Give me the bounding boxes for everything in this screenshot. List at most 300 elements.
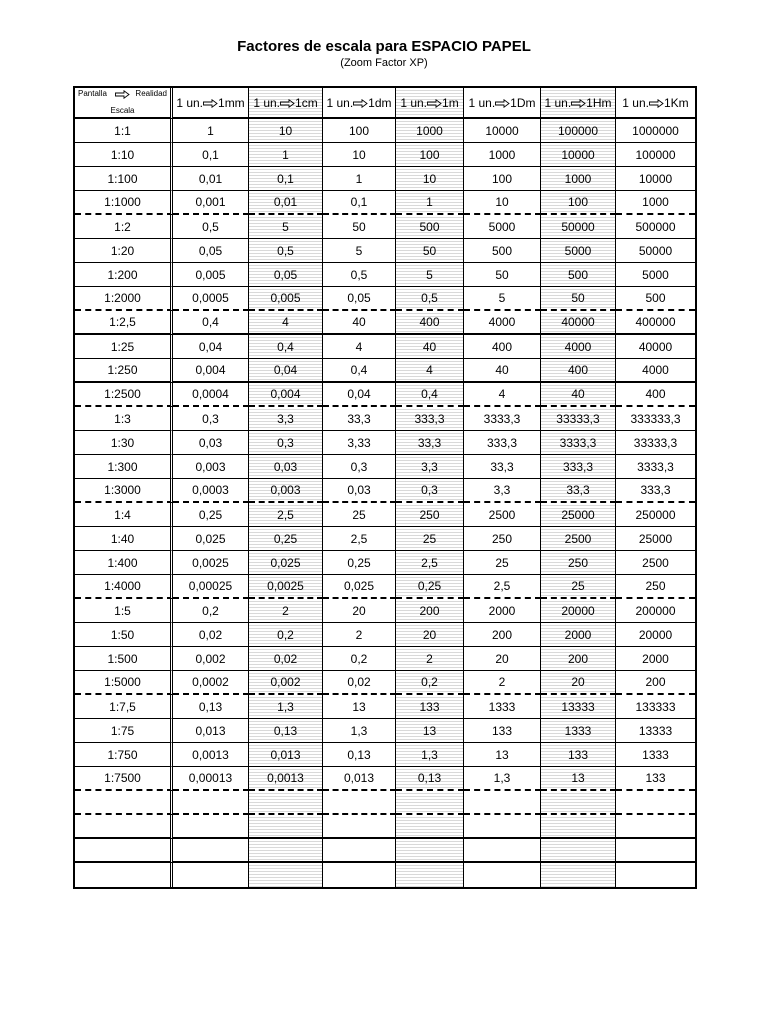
scale-cell: 1:7500 <box>75 767 173 791</box>
arrow-right-icon <box>495 99 510 108</box>
factor-cell: 1333 <box>541 719 616 743</box>
factor-cell: 0,4 <box>249 335 323 359</box>
factor-cell: 2,5 <box>396 551 464 575</box>
scale-factor-table <box>73 86 697 889</box>
factor-cell: 0,1 <box>323 191 396 215</box>
factor-cell: 4 <box>323 335 396 359</box>
factor-cell: 13 <box>396 719 464 743</box>
factor-cell: 0,1 <box>173 143 249 167</box>
factor-cell: 25000 <box>541 503 616 527</box>
factor-cell: 0,025 <box>249 551 323 575</box>
scale-cell: 1:4 <box>75 503 173 527</box>
factor-cell: 0,04 <box>173 335 249 359</box>
factor-cell: 20 <box>541 671 616 695</box>
factor-cell: 250 <box>396 503 464 527</box>
factor-cell: 50000 <box>616 239 695 263</box>
factor-cell: 40 <box>464 359 541 383</box>
factor-cell: 3,3 <box>249 407 323 431</box>
scale-cell: 1:750 <box>75 743 173 767</box>
factor-cell: 0,013 <box>173 719 249 743</box>
factor-cell: 0,013 <box>323 767 396 791</box>
header-unit-cell <box>616 88 695 119</box>
factor-cell <box>396 863 464 887</box>
table-row <box>75 575 695 599</box>
factor-cell: 4 <box>464 383 541 407</box>
factor-cell: 100 <box>464 167 541 191</box>
table-row <box>75 479 695 503</box>
factor-cell: 3,3 <box>464 479 541 503</box>
factor-cell: 200 <box>616 671 695 695</box>
header-unit-cell <box>323 88 396 119</box>
table-row <box>75 167 695 191</box>
scale-cell: 1:400 <box>75 551 173 575</box>
factor-cell: 250 <box>464 527 541 551</box>
table-row <box>75 551 695 575</box>
factor-cell <box>173 863 249 887</box>
table-row <box>75 527 695 551</box>
factor-cell: 2500 <box>464 503 541 527</box>
table-row <box>75 191 695 215</box>
factor-cell: 0,005 <box>173 263 249 287</box>
factor-cell: 0,03 <box>173 431 249 455</box>
factor-cell: 0,25 <box>249 527 323 551</box>
factor-cell: 2500 <box>616 551 695 575</box>
factor-cell: 33,3 <box>323 407 396 431</box>
factor-cell: 0,0002 <box>173 671 249 695</box>
header-unit: 1mm <box>218 95 245 110</box>
scale-cell <box>75 791 173 815</box>
factor-cell: 0,03 <box>249 455 323 479</box>
factor-cell: 100 <box>323 119 396 143</box>
factor-cell: 0,13 <box>249 719 323 743</box>
factor-cell <box>464 863 541 887</box>
factor-cell: 0,02 <box>173 623 249 647</box>
factor-cell: 400 <box>396 311 464 335</box>
factor-cell: 200 <box>541 647 616 671</box>
factor-cell: 10000 <box>616 167 695 191</box>
table-row <box>75 791 695 815</box>
table-row <box>75 383 695 407</box>
factor-cell: 1000 <box>464 143 541 167</box>
factor-cell: 0,0003 <box>173 479 249 503</box>
factor-cell: 20 <box>323 599 396 623</box>
factor-cell: 40 <box>323 311 396 335</box>
factor-cell: 0,13 <box>323 743 396 767</box>
factor-cell: 0,05 <box>249 263 323 287</box>
factor-cell <box>541 863 616 887</box>
table-row <box>75 719 695 743</box>
factor-cell <box>541 815 616 839</box>
scale-cell: 1:5 <box>75 599 173 623</box>
factor-cell: 33333,3 <box>541 407 616 431</box>
header-scale-cell <box>75 88 173 119</box>
factor-cell: 2000 <box>616 647 695 671</box>
factor-cell: 0,003 <box>249 479 323 503</box>
factor-cell: 1,3 <box>249 695 323 719</box>
table-row <box>75 407 695 431</box>
factor-cell: 1000 <box>396 119 464 143</box>
factor-cell: 2 <box>464 671 541 695</box>
factor-cell: 100 <box>396 143 464 167</box>
factor-cell: 0,4 <box>173 311 249 335</box>
header-prefix: 1 un. <box>622 95 649 110</box>
scale-cell: 1:2 <box>75 215 173 239</box>
factor-cell <box>396 791 464 815</box>
table-row <box>75 767 695 791</box>
factor-cell <box>323 863 396 887</box>
factor-cell: 2500 <box>541 527 616 551</box>
factor-cell: 40 <box>396 335 464 359</box>
factor-cell: 0,05 <box>173 239 249 263</box>
header-unit-cell <box>541 88 616 119</box>
factor-cell <box>464 791 541 815</box>
factor-cell: 0,0013 <box>173 743 249 767</box>
factor-cell: 1,3 <box>323 719 396 743</box>
scale-cell: 1:75 <box>75 719 173 743</box>
factor-cell: 400000 <box>616 311 695 335</box>
table-row <box>75 335 695 359</box>
factor-cell: 4 <box>396 359 464 383</box>
factor-cell: 25 <box>541 575 616 599</box>
factor-cell: 500 <box>616 287 695 311</box>
table-row <box>75 647 695 671</box>
scale-cell: 1:7,5 <box>75 695 173 719</box>
factor-cell: 500 <box>541 263 616 287</box>
factor-cell <box>323 839 396 863</box>
factor-cell: 0,0005 <box>173 287 249 311</box>
factor-cell: 400 <box>464 335 541 359</box>
header-row <box>75 88 695 119</box>
factor-cell: 1 <box>323 167 396 191</box>
scale-cell: 1:10 <box>75 143 173 167</box>
factor-cell <box>173 815 249 839</box>
factor-cell <box>616 791 695 815</box>
factor-cell: 5 <box>323 239 396 263</box>
page-title: Factores de escala para ESPACIO PAPEL <box>237 38 531 55</box>
factor-cell: 0,0025 <box>173 551 249 575</box>
factor-cell: 33,3 <box>396 431 464 455</box>
factor-cell: 40000 <box>616 335 695 359</box>
factor-cell <box>464 839 541 863</box>
factor-cell: 50 <box>464 263 541 287</box>
factor-cell: 0,004 <box>249 383 323 407</box>
factor-cell: 10 <box>249 119 323 143</box>
factor-cell: 100 <box>541 191 616 215</box>
header-unit: 1cm <box>295 95 318 110</box>
factor-cell: 1000000 <box>616 119 695 143</box>
factor-cell: 500 <box>464 239 541 263</box>
factor-cell: 0,13 <box>173 695 249 719</box>
factor-cell: 0,002 <box>249 671 323 695</box>
factor-cell: 25 <box>464 551 541 575</box>
scale-cell: 1:250 <box>75 359 173 383</box>
factor-cell <box>616 815 695 839</box>
factor-cell: 20 <box>396 623 464 647</box>
factor-cell: 25 <box>396 527 464 551</box>
table-row <box>75 263 695 287</box>
factor-cell <box>249 815 323 839</box>
factor-cell: 3333,3 <box>464 407 541 431</box>
table-row <box>75 815 695 839</box>
factor-cell: 2 <box>396 647 464 671</box>
factor-cell: 0,0004 <box>173 383 249 407</box>
factor-cell: 13 <box>323 695 396 719</box>
header-unit: 1dm <box>368 95 392 110</box>
table-row <box>75 839 695 863</box>
table-row <box>75 119 695 143</box>
table-row <box>75 695 695 719</box>
header-escala-label: Escala <box>110 106 135 115</box>
factor-cell: 200 <box>396 599 464 623</box>
factor-cell: 2,5 <box>323 527 396 551</box>
scale-cell: 1:500 <box>75 647 173 671</box>
scale-cell: 1:40 <box>75 527 173 551</box>
factor-cell: 0,25 <box>323 551 396 575</box>
factor-cell: 5000 <box>464 215 541 239</box>
scale-cell: 1:2500 <box>75 383 173 407</box>
factor-cell: 25000 <box>616 527 695 551</box>
factor-cell: 13 <box>464 743 541 767</box>
header-prefix: 1 un. <box>326 95 354 110</box>
factor-cell <box>249 791 323 815</box>
scale-cell: 1:1000 <box>75 191 173 215</box>
arrow-right-icon <box>649 99 664 108</box>
factor-cell: 5 <box>249 215 323 239</box>
factor-cell: 0,0025 <box>249 575 323 599</box>
factor-cell: 0,4 <box>323 359 396 383</box>
table-row <box>75 143 695 167</box>
factor-cell: 10 <box>323 143 396 167</box>
arrow-right-icon <box>280 99 295 108</box>
header-prefix: 1 un. <box>400 95 428 110</box>
factor-cell: 0,2 <box>249 623 323 647</box>
factor-cell: 200 <box>464 623 541 647</box>
factor-cell: 0,5 <box>396 287 464 311</box>
factor-cell: 4000 <box>616 359 695 383</box>
header-unit-cell <box>396 88 464 119</box>
factor-cell: 20000 <box>616 623 695 647</box>
factor-cell: 333,3 <box>464 431 541 455</box>
factor-cell: 1 <box>396 191 464 215</box>
header-prefix: 1 un. <box>176 95 204 110</box>
table-row <box>75 455 695 479</box>
scale-cell: 1:2,5 <box>75 311 173 335</box>
factor-cell <box>323 791 396 815</box>
factor-cell <box>541 791 616 815</box>
factor-cell: 0,04 <box>323 383 396 407</box>
factor-cell: 50 <box>396 239 464 263</box>
factor-cell: 0,025 <box>323 575 396 599</box>
factor-cell: 33,3 <box>464 455 541 479</box>
header-unit: 1Dm <box>510 95 536 110</box>
factor-cell: 0,3 <box>249 431 323 455</box>
factor-cell: 40 <box>541 383 616 407</box>
scale-cell: 1:3000 <box>75 479 173 503</box>
table-row <box>75 239 695 263</box>
factor-cell: 0,2 <box>173 599 249 623</box>
factor-cell: 25 <box>323 503 396 527</box>
factor-cell: 1333 <box>464 695 541 719</box>
factor-cell: 100000 <box>616 143 695 167</box>
factor-cell: 4000 <box>541 335 616 359</box>
header-prefix: 1 un. <box>468 95 496 110</box>
page-subtitle: (Zoom Factor XP) <box>340 57 428 69</box>
factor-cell: 1,3 <box>464 767 541 791</box>
factor-cell: 33,3 <box>541 479 616 503</box>
factor-cell <box>464 815 541 839</box>
factor-cell: 250 <box>541 551 616 575</box>
factor-cell: 2 <box>249 599 323 623</box>
factor-cell <box>173 791 249 815</box>
factor-cell: 20 <box>464 647 541 671</box>
factor-cell: 4 <box>249 311 323 335</box>
factor-cell: 1 <box>249 143 323 167</box>
factor-cell <box>323 815 396 839</box>
header-unit-cell <box>464 88 541 119</box>
factor-cell: 0,25 <box>173 503 249 527</box>
factor-cell: 1 <box>173 119 249 143</box>
table-row <box>75 359 695 383</box>
factor-cell <box>249 863 323 887</box>
factor-cell: 0,3 <box>396 479 464 503</box>
factor-cell: 133 <box>396 695 464 719</box>
header-unit: 1Hm <box>586 95 612 110</box>
factor-cell: 10000 <box>541 143 616 167</box>
factor-cell: 0,025 <box>173 527 249 551</box>
scale-cell: 1:4000 <box>75 575 173 599</box>
factor-cell: 500 <box>396 215 464 239</box>
factor-cell: 3333,3 <box>541 431 616 455</box>
header-prefix: 1 un. <box>544 95 572 110</box>
factor-cell: 0,002 <box>173 647 249 671</box>
factor-cell: 0,0013 <box>249 767 323 791</box>
factor-cell <box>616 863 695 887</box>
factor-cell: 10000 <box>464 119 541 143</box>
table-row <box>75 287 695 311</box>
factor-cell: 0,2 <box>396 671 464 695</box>
factor-cell: 0,013 <box>249 743 323 767</box>
factor-cell <box>249 839 323 863</box>
factor-cell: 5000 <box>541 239 616 263</box>
factor-cell: 0,13 <box>396 767 464 791</box>
table-row <box>75 743 695 767</box>
factor-cell: 400 <box>541 359 616 383</box>
factor-cell: 133 <box>616 767 695 791</box>
header-unit-cell <box>249 88 323 119</box>
factor-cell: 500000 <box>616 215 695 239</box>
scale-cell: 1:3 <box>75 407 173 431</box>
factor-cell: 2,5 <box>464 575 541 599</box>
factor-cell <box>173 839 249 863</box>
scale-cell: 1:30 <box>75 431 173 455</box>
scale-cell: 1:50 <box>75 623 173 647</box>
factor-cell: 133 <box>464 719 541 743</box>
factor-cell: 0,1 <box>249 167 323 191</box>
factor-cell: 0,003 <box>173 455 249 479</box>
factor-cell: 0,5 <box>173 215 249 239</box>
arrow-right-icon <box>571 99 586 108</box>
factor-cell: 0,001 <box>173 191 249 215</box>
table-row <box>75 599 695 623</box>
header-realidad-label: Realidad <box>135 89 167 98</box>
arrow-right-icon <box>427 99 442 108</box>
arrow-right-icon <box>353 99 368 108</box>
scale-cell: 1:1 <box>75 119 173 143</box>
factor-cell: 200000 <box>616 599 695 623</box>
factor-cell: 133 <box>541 743 616 767</box>
factor-cell: 13333 <box>541 695 616 719</box>
factor-cell: 0,005 <box>249 287 323 311</box>
scale-cell: 1:25 <box>75 335 173 359</box>
factor-cell: 13333 <box>616 719 695 743</box>
factor-cell: 0,2 <box>323 647 396 671</box>
factor-cell: 0,5 <box>249 239 323 263</box>
factor-cell: 0,02 <box>249 647 323 671</box>
scale-cell: 1:200 <box>75 263 173 287</box>
factor-cell: 40000 <box>541 311 616 335</box>
factor-cell: 20000 <box>541 599 616 623</box>
factor-cell <box>396 839 464 863</box>
arrow-right-icon <box>203 99 218 108</box>
table-row <box>75 623 695 647</box>
factor-cell: 1000 <box>616 191 695 215</box>
factor-cell <box>396 815 464 839</box>
factor-cell: 10 <box>396 167 464 191</box>
factor-cell: 33333,3 <box>616 431 695 455</box>
factor-cell: 333,3 <box>396 407 464 431</box>
table-row <box>75 215 695 239</box>
scale-cell: 1:300 <box>75 455 173 479</box>
header-pantalla-label: Pantalla <box>78 89 107 98</box>
factor-cell: 0,3 <box>173 407 249 431</box>
factor-cell: 0,02 <box>323 671 396 695</box>
factor-cell: 3333,3 <box>616 455 695 479</box>
factor-cell: 400 <box>616 383 695 407</box>
factor-cell: 333,3 <box>541 455 616 479</box>
factor-cell: 5 <box>396 263 464 287</box>
scale-cell: 1:100 <box>75 167 173 191</box>
factor-cell: 0,25 <box>396 575 464 599</box>
factor-cell: 2 <box>323 623 396 647</box>
factor-cell: 2,5 <box>249 503 323 527</box>
factor-cell: 10 <box>464 191 541 215</box>
scale-cell: 1:5000 <box>75 671 173 695</box>
factor-cell <box>541 839 616 863</box>
factor-cell: 50 <box>541 287 616 311</box>
factor-cell: 50 <box>323 215 396 239</box>
factor-cell: 333,3 <box>616 479 695 503</box>
factor-cell: 250 <box>616 575 695 599</box>
factor-cell: 0,00013 <box>173 767 249 791</box>
factor-cell: 0,04 <box>249 359 323 383</box>
factor-cell: 50000 <box>541 215 616 239</box>
table-row <box>75 431 695 455</box>
factor-cell: 0,5 <box>323 263 396 287</box>
scale-cell <box>75 863 173 887</box>
scale-cell: 1:20 <box>75 239 173 263</box>
factor-cell: 250000 <box>616 503 695 527</box>
table-row <box>75 311 695 335</box>
factor-cell: 1333 <box>616 743 695 767</box>
factor-cell: 0,4 <box>396 383 464 407</box>
table-row <box>75 671 695 695</box>
table-row <box>75 503 695 527</box>
factor-cell: 3,3 <box>396 455 464 479</box>
header-unit: 1Km <box>664 95 689 110</box>
factor-cell <box>616 839 695 863</box>
factor-cell: 2000 <box>464 599 541 623</box>
factor-cell: 5 <box>464 287 541 311</box>
